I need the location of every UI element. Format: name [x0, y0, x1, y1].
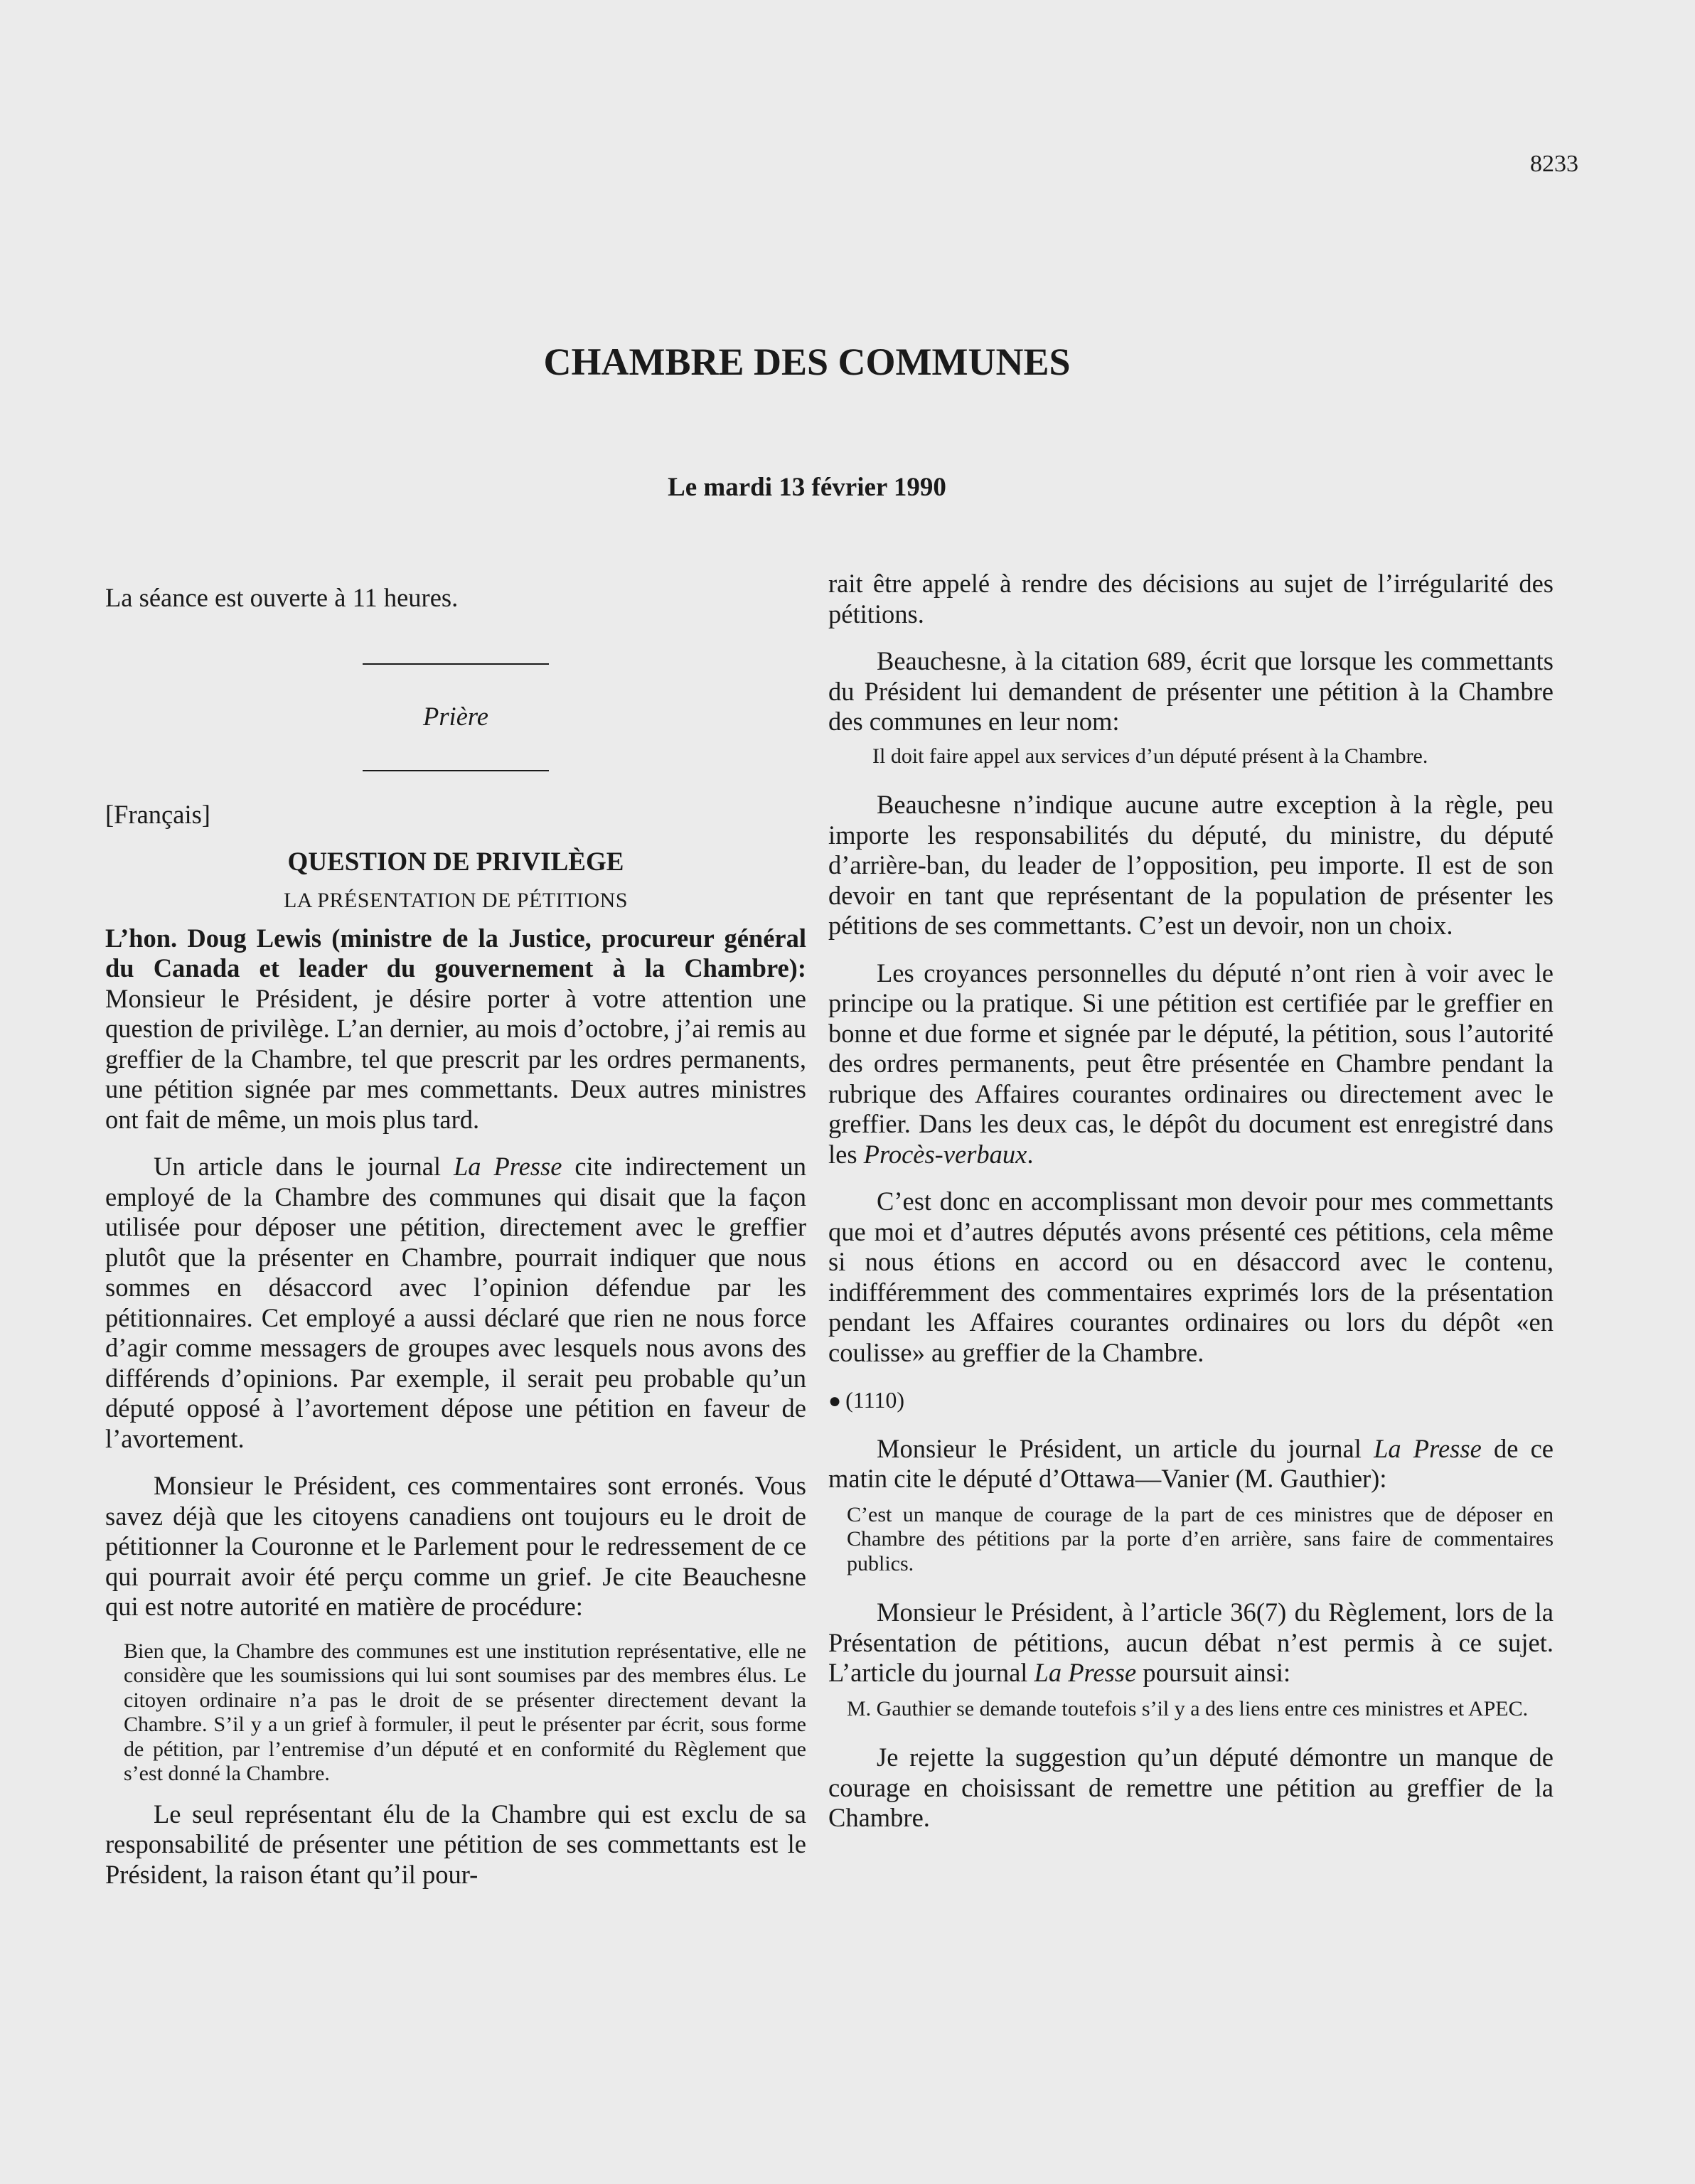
newspaper-name: La Presse — [1374, 1433, 1482, 1463]
block-quote: M. Gauthier se demande toutefois s’il y a des liens entre ces ministres et APEC. — [847, 1696, 1529, 1720]
speech-paragraph — [828, 1434, 1554, 1494]
newspaper-name: La Presse — [454, 1152, 562, 1181]
speech-text: poursuit ainsi: — [1136, 1658, 1291, 1687]
speech-text: Monsieur le Président, je désire porter à votre attention une question de privilège. L’an dernier, au mois d’octobre, j’ai remis au greffier de la Chambre, tel que prescrit par les ordres permanents, une pétition signée par mes commettants. Deux autres ministres ont fait de même, un mois plus tard. — [105, 983, 806, 1134]
speech-text: Un article dans le journal — [154, 1152, 454, 1181]
speech-paragraph: Le seul représentant élu de la Chambre qui est exclu de sa responsabilité de présenter une pétition de ses commettants est le Président, la raison étant qu’il pour- — [105, 1799, 806, 1889]
divider-rule — [363, 770, 549, 771]
publication-name: Procès-verbaux — [863, 1139, 1027, 1169]
speech-paragraph: Je rejette la suggestion qu’un député démontre un manque de courage en choisissant de remettre une pétition au greffier de la Chambre. — [828, 1743, 1554, 1832]
page-number: 8233 — [1530, 151, 1578, 177]
speech-paragraph — [105, 924, 806, 1135]
left-column — [105, 569, 806, 1907]
newspaper-name: La Presse — [1034, 1658, 1137, 1687]
speech-paragraph: C’est donc en accomplissant mon devoir pour mes commettants que moi et d’autres députés avons présenté ces pétitions, cela même si nous étions en accord ou en désaccord avec le contenu, indifféremment des commentaires exprimés lors de la présentation pendant les Affaires courantes ordinaires ou lors du dépôt «en coulisse» au greffier de la Chambre. — [828, 1187, 1554, 1367]
speech-paragraph: Beauchesne n’indique aucune autre exception à la règle, peu importe les responsabilités du député, du ministre, du député d’arrière-ban, du leader de l’opposition, peu importe. Il est de son devoir en tant que représentant de la population de présenter les pétitions de ses commettants. C’est un devoir, non un choix. — [828, 790, 1554, 940]
speech-paragraph — [828, 958, 1554, 1170]
speech-text: Monsieur le Président, un article du journal — [877, 1433, 1374, 1463]
language-note: [Français] — [105, 800, 210, 829]
section-heading: QUESTION DE PRIVILÈGE — [287, 847, 624, 877]
speech-text: Les croyances personnelles du député n’ont rien à voir avec le principe ou la pratique. Si une pétition est certifiée par le greffier en bonne et due forme et signée par le député, la pétition, sous l’autorité des ordres permanents, peut être présentée en Chambre pendant la rubrique des Affaires courantes ordinaires ou directement avec le greffier. Dans les deux cas, le dépôt du document est enregistré dans les — [828, 958, 1554, 1169]
speech-paragraph — [105, 1152, 806, 1454]
speech-text: . — [1027, 1139, 1034, 1169]
bullet-icon: ● — [828, 1389, 842, 1413]
speech-paragraph — [828, 1597, 1554, 1688]
speech-text: de ce matin cite le député d’Ottawa—Vanier (M. Gauthier): — [828, 1433, 1554, 1493]
sitting-opening: La séance est ouverte à 11 heures. — [105, 583, 459, 612]
block-quote: Bien que, la Chambre des communes est une institution représentative, elle ne considère que les soumissions qui lui sont soumises par des membres élus. Le citoyen ordinaire n’a pas le droit de se présenter directement devant la Chambre. S’il y a un grief à formuler, il peut le présenter par écrit, sous forme de pétition, par l’entremise d’un député et en conformité du Règlement que s’est donné la Chambre. — [124, 1639, 806, 1785]
speech-paragraph: Beauchesne, à la citation 689, écrit que lorsque les commettants du Président lui demandent de présenter une pétition à la Chambre des communes en leur nom: — [828, 646, 1554, 736]
timestamp-text: (1110) — [845, 1387, 905, 1413]
speech-paragraph: rait être appelé à rendre des décisions au sujet de l’irrégularité des pétitions. — [828, 569, 1554, 628]
speech-text: cite indirectement un employé de la Chambre des communes qui disait que la façon utilisée pour déposer une pétition, directement avec le greffier plutôt que la présenter en Chambre, pourrait indiquer que nous sommes en désaccord avec l’opinion défendue par les pétitionnaires. Cet employé a aussi déclaré que rien ne nous force d’agir comme messagers de groupes avec lesquels nous avons des différends d’opinions. Par exemple, il serait peu probable qu’un député opposé à l’avortement dépose une pétition en faveur de l’avortement. — [105, 1152, 807, 1453]
right-column — [828, 569, 1554, 1851]
divider-rule — [363, 663, 549, 665]
speech-paragraph: Monsieur le Président, ces commentaires sont erronés. Vous savez déjà que les citoyens canadiens ont toujours eu le droit de pétitionner la Couronne et le Parlement pour le redressement de ce qui pourrait avoir été perçu comme un grief. Je cite Beauchesne qui est notre autorité en matière de procédure: — [105, 1471, 806, 1621]
block-quote: Il doit faire appel aux services d’un député présent à la Chambre. — [872, 744, 1428, 768]
page-title: CHAMBRE DES COMMUNES — [543, 341, 1071, 383]
prayer-heading: Prière — [423, 701, 488, 731]
timestamp — [828, 1385, 1554, 1417]
block-quote: C’est un manque de courage de la part de ces ministres que de déposer en Chambre des pétitions par la porte d’en arrière, sans faire de commentaires publics. — [847, 1502, 1554, 1575]
speaker-name: L’hon. Doug Lewis (ministre de la Justice, procureur général du Canada et leader du gouvernement à la Chambre): — [105, 923, 806, 983]
sitting-date: Le mardi 13 février 1990 — [668, 473, 946, 502]
speech-text: Monsieur le Président, à l’article 36(7) du Règlement, lors de la Présentation de pétitions, aucun débat n’est permis à ce sujet. L’article du journal — [828, 1597, 1554, 1687]
subheading: LA PRÉSENTATION DE PÉTITIONS — [283, 889, 629, 912]
